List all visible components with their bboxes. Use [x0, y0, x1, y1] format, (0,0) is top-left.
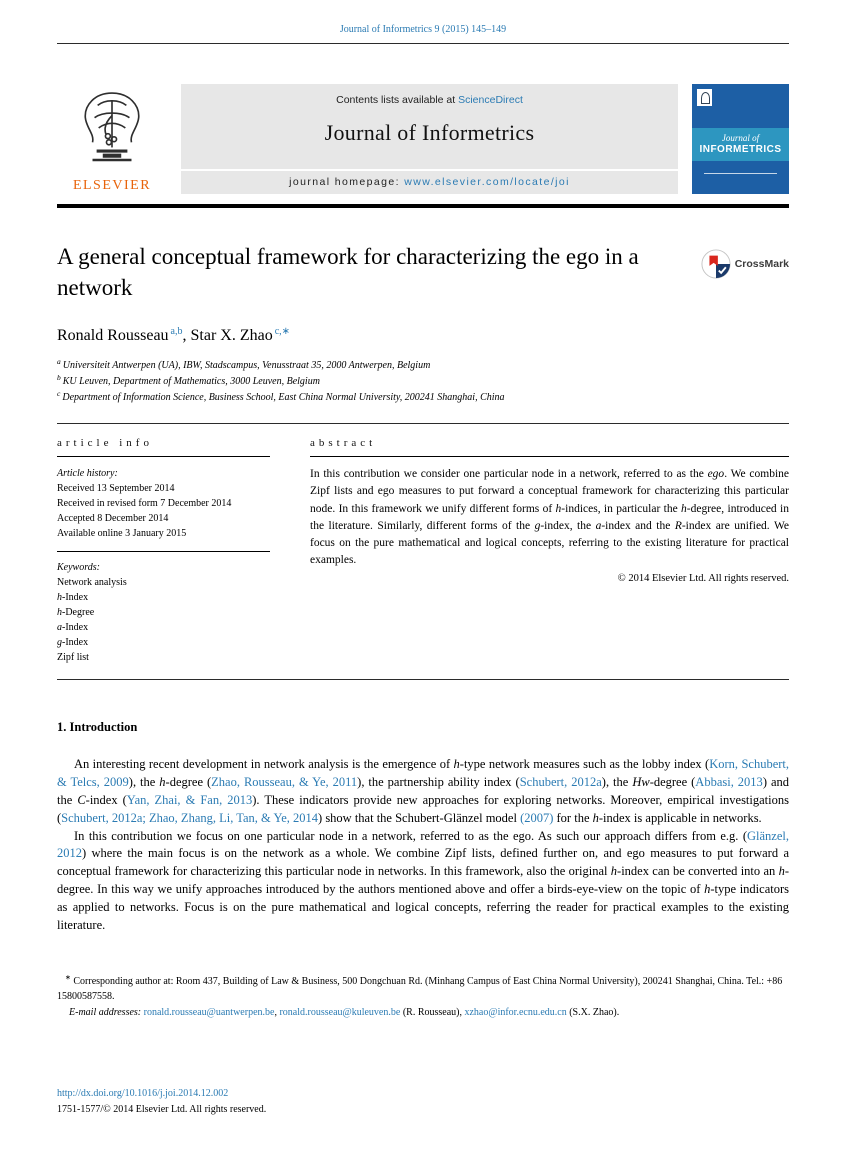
text-run: for the [553, 810, 593, 825]
text-run: a [57, 622, 62, 634]
text-run: ), the partnership ability index ( [357, 774, 520, 789]
text-run: -index, the [540, 519, 596, 532]
text-run: g [534, 519, 541, 532]
cover-title [692, 128, 789, 161]
text-run: -degree. In this way we unify approaches introduced by the authors mentioned above and offer a birds-eye-view on the topic of [57, 864, 789, 897]
homepage-prefix: journal homepage: [289, 176, 405, 188]
crossmark-badge[interactable] [701, 249, 789, 279]
text-link[interactable]: ronald.rousseau@uantwerpen.be [143, 1007, 275, 1018]
title-block [57, 241, 789, 303]
text-run: -degree ( [165, 774, 212, 789]
journal-title: Journal of Informetrics [324, 120, 535, 145]
text-link[interactable]: xzhao@infor.ecnu.edu.cn [464, 1007, 567, 1018]
text-link[interactable]: Schubert, 2012a; Zhao, Zhang, Li, Tan, & Ye, 2014 [61, 810, 319, 825]
column-rule [57, 456, 270, 457]
text-run: h [453, 757, 460, 772]
intro-paragraph-1 [57, 756, 789, 828]
keyword-item [57, 650, 270, 665]
author-name: Star X. Zhao [190, 327, 273, 345]
issn-line: 1751-1577/© 2014 Elsevier Ltd. All rights reserved. [57, 1103, 267, 1115]
text-run: -type indicators as applied to networks. Focus is on the pure mathematical and logical concepts, referring the reader for practical examples to the existing literature. [57, 882, 789, 932]
column-rule [310, 456, 789, 457]
cover-title-line2: INFORMETRICS [699, 144, 782, 155]
text-run: h [704, 882, 711, 897]
section-bottom-rule [57, 679, 789, 680]
text-link[interactable]: ronald.rousseau@kuleuven.be [279, 1007, 401, 1018]
crossmark-icon [701, 249, 731, 279]
affiliation-sup: a [57, 356, 61, 366]
text-run: R [674, 519, 682, 532]
elsevier-tree-icon [72, 84, 152, 176]
elsevier-logo [57, 84, 167, 194]
article-info-column [57, 437, 270, 665]
author-affiliation-sup[interactable]: a,b [170, 325, 183, 337]
cover-title-line1: Journal of [721, 133, 760, 143]
text-run: -degree, introduced in the literature. Similarly, different forms of the [310, 502, 789, 532]
abstract-heading: abstract [310, 437, 377, 450]
text-run: In this contribution we focus on one particular node in a network, referred to as the ego. As such our approach differs from e.g. ( [74, 828, 747, 843]
affiliation-text: Department of Information Science, Business School, East China Normal University, 200241 Shanghai, China [62, 392, 505, 404]
text-run: Zipf list [57, 652, 89, 664]
text-run: -type network measures such as the lobby index ( [459, 757, 710, 772]
text-link[interactable]: Abbasi, 2013 [695, 774, 763, 789]
footnotes [57, 974, 789, 1020]
text-run: -Index [62, 592, 89, 604]
affiliations [57, 358, 789, 406]
text-run: ), the [601, 774, 633, 789]
text-run: h [159, 774, 166, 789]
journal-cover [692, 84, 789, 194]
sciencedirect-link[interactable]: ScienceDirect [458, 94, 523, 106]
abstract-text [310, 466, 789, 570]
keyword-item [57, 605, 270, 620]
cover-decoration-line [704, 173, 778, 174]
crossmark-label: CrossMark [734, 258, 789, 270]
affiliation-sup: c [57, 388, 61, 398]
text-run: -index and the [601, 519, 675, 532]
intro-paragraph-2 [57, 828, 789, 935]
text-run: -Degree [62, 607, 95, 619]
text-run: ) and the [57, 774, 789, 807]
contents-line [181, 94, 678, 106]
text-run: Hw [632, 774, 650, 789]
article-body [57, 720, 789, 935]
text-run: . We combine Zipf lists and ego measures to put forward a conceptual framework for characterizing this particular node. In this framework we unify different forms of [310, 468, 789, 515]
history-line: Accepted 8 December 2014 [57, 513, 169, 525]
elsevier-wordmark: ELSEVIER [72, 178, 152, 193]
text-run: h [592, 810, 599, 825]
text-run: -degree ( [649, 774, 696, 789]
homepage-line [181, 171, 678, 194]
page-bottom [57, 1086, 266, 1117]
text-run: -index is applicable in networks. [598, 810, 762, 825]
text-link[interactable]: Glänzel, 2012 [57, 828, 789, 861]
affiliation-text: KU Leuven, Department of Mathematics, 3000 Leuven, Belgium [62, 376, 320, 388]
history-line: Available online 3 January 2015 [57, 528, 187, 540]
author-separator: , [182, 327, 191, 345]
text-run: -index are unified. We focus on the pure mathematical and logical concepts, referring to the existing literature for practical examples. [310, 519, 789, 567]
article-info-heading: article info [57, 437, 153, 450]
header-top-rule [57, 43, 789, 44]
text-run: In this contribution we consider one particular node in a network, referred to as the [310, 468, 708, 481]
cover-elsevier-mini-logo-icon [697, 89, 712, 106]
text-run: An interesting recent development in network analysis is the emergence of [74, 757, 454, 772]
text-run: ego [707, 468, 725, 481]
abstract-column [310, 437, 789, 665]
article-history-label: Article history: [57, 468, 118, 480]
author-name: Ronald Rousseau [57, 327, 169, 345]
contents-prefix: Contents lists available at [336, 94, 459, 106]
text-run: ) where the main focus is on the network as a whole. We combine Zipf lists, defined further on, and ego measures to put forward a conceptual framework for characterizing this particular node in networks. In this framework, also the original [57, 846, 789, 879]
text-run: -index can be converted into an [617, 864, 779, 879]
doi-link[interactable]: http://dx.doi.org/10.1016/j.joi.2014.12.002 [57, 1088, 229, 1099]
masthead-panel [181, 84, 678, 194]
text-run: E-mail addresses: [69, 1007, 144, 1018]
text-run: ∗ [65, 973, 71, 982]
affiliation-line [57, 358, 789, 374]
text-run: -Index [62, 637, 89, 649]
homepage-link[interactable]: www.elsevier.com/locate/joi [404, 176, 570, 188]
text-link[interactable]: Zhao, Rousseau, & Ye, 2011 [211, 774, 358, 789]
text-run: h [778, 864, 785, 879]
text-run: ) show that the Schubert-Glänzel model [318, 810, 521, 825]
intro-heading: 1. Introduction [57, 720, 138, 735]
text-link[interactable]: Schubert, 2012a [519, 774, 602, 789]
text-run: Corresponding author at: Room 437, Building of Law & Business, 500 Dongchuan Rd. (Minhang Campus of East China Normal University), 200241 Shanghai, China. Tel.: +86 15800587558. [57, 976, 783, 1002]
masthead [57, 84, 789, 194]
text-link[interactable]: (2007) [520, 810, 554, 825]
keyword-item [57, 635, 270, 650]
text-link[interactable]: Yan, Zhai, & Fan, 2013 [126, 792, 253, 807]
copyright-line: © 2014 Elsevier Ltd. All rights reserved. [617, 572, 789, 584]
affiliation-line [57, 390, 789, 406]
history-line: Received in revised form 7 December 2014 [57, 498, 232, 510]
column-rule [57, 551, 270, 552]
corresponding-author-footnote [57, 974, 789, 1004]
keywords-label: Keywords: [57, 562, 100, 574]
text-run: h [681, 502, 687, 515]
affiliation-text: Universiteit Antwerpen (UA), IBW, Stadscampus, Venusstraat 35, 2000 Antwerpen, Belgium [62, 360, 431, 372]
text-run: -indices, in particular the [561, 502, 682, 515]
text-run: (R. Rousseau), [400, 1007, 465, 1018]
text-run: g [57, 637, 62, 649]
author-line [57, 327, 789, 345]
journal-citation: Journal of Informetrics 9 (2015) 145–149 [339, 24, 507, 35]
text-run: h [57, 592, 62, 604]
text-run: h [57, 607, 62, 619]
text-run: (S.X. Zhao). [566, 1007, 620, 1018]
text-link[interactable]: Korn, Schubert, & Telcs, 2009 [57, 757, 790, 789]
article-title: A general conceptual framework for characterizing the ego in a network [57, 244, 639, 301]
email-footnote [57, 1005, 789, 1020]
masthead-panel-main [181, 84, 678, 169]
header-bottom-bar [57, 204, 789, 208]
author-affiliation-sup[interactable]: c,∗ [274, 325, 291, 337]
keyword-item [57, 620, 270, 635]
text-run: -Index [62, 622, 89, 634]
text-run: ), the [128, 774, 160, 789]
text-run: h [555, 502, 562, 515]
text-run: Network analysis [57, 577, 127, 589]
info-abstract-section [57, 424, 789, 679]
text-run: -index ( [85, 792, 127, 807]
text-run: ). These indicators provide new approaches for exploring networks. Moreover, empirical investigations ( [57, 792, 789, 825]
history-line: Received 13 September 2014 [57, 483, 175, 495]
text-run: h [610, 864, 618, 879]
text-run: a [595, 519, 602, 532]
keyword-item [57, 575, 270, 590]
text-run: C [77, 792, 86, 807]
text-run: , [274, 1007, 280, 1018]
affiliation-line [57, 374, 789, 390]
keyword-item [57, 590, 270, 605]
affiliation-sup: b [57, 372, 61, 382]
